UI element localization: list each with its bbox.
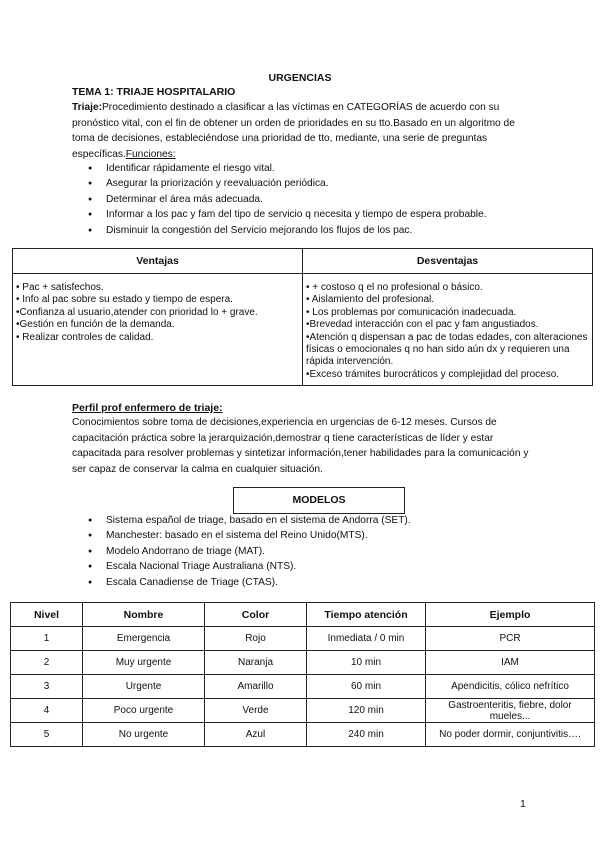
triage-definition-text: Procedimiento destinado a clasificar a las víctimas en CATEGORÍAS de acuerdo con su pronóstico vital, con el fin de obtener un orden de prioridades en su tto.Basado en un algoritmo de toma de decisiones, estableciéndose una prioridad de tto, mediante, una serie de preguntas específicas. bbox=[72, 102, 515, 160]
list-item: ● Identificar rápidamente el riesgo vital. bbox=[88, 161, 487, 176]
table-cell: IAM bbox=[426, 651, 595, 675]
topic-heading: TEMA 1: TRIAJE HOSPITALARIO bbox=[72, 86, 236, 98]
table-cell: Apendicitis, cólico nefrítico bbox=[426, 675, 595, 699]
profile-text: Conocimientos sobre toma de decisiones,experiencia en urgencias de 6-12 meses. Cursos de capacitación práctica sobre la jerarquización,demostrar q tiene características de líder y estar capacitada para resolver problemas y sintetizar información,tener habilidades para la comunicación y ser capaz de conservar la calma en cualquier situación. bbox=[72, 417, 529, 475]
table-cell: No urgente bbox=[83, 723, 205, 747]
list-item: ● Modelo Andorrano de triage (MAT). bbox=[88, 544, 411, 559]
table-row bbox=[11, 627, 595, 651]
list-item: ● Escala Nacional Triage Australiana (NTS). bbox=[88, 559, 411, 574]
disadvantage-item: • + costoso q el no profesional o básico. bbox=[306, 282, 483, 293]
disadvantages-header: Desventajas bbox=[303, 249, 593, 274]
column-header: Ejemplo bbox=[426, 603, 595, 627]
disadvantage-item: •Atención q dispensan a pac de todas edades, con alteraciones físicas o emocionales q no han sido aún dx y requieren una rápida intervención. bbox=[306, 331, 588, 368]
table-cell: Urgente bbox=[83, 675, 205, 699]
table-cell: 1 bbox=[11, 627, 83, 651]
table-cell: 2 bbox=[11, 651, 83, 675]
table-cell: 240 min bbox=[307, 723, 426, 747]
table-cell: Naranja bbox=[205, 651, 307, 675]
document-title: URGENCIAS bbox=[268, 72, 332, 84]
triage-levels-table bbox=[10, 602, 595, 747]
pros-cons-table bbox=[12, 248, 593, 386]
disadvantage-item: •Brevedad interacción con el pac y fam angustiados. bbox=[306, 319, 539, 331]
advantage-item: • Info al pac sobre su estado y tiempo de espera. bbox=[16, 294, 233, 306]
table-cell: Gastroenteritis, fiebre, dolor mueles... bbox=[426, 699, 595, 723]
table-cell: Emergencia bbox=[83, 627, 205, 651]
advantages-cell bbox=[13, 274, 303, 386]
list-item: ● Disminuir la congestión del Servicio mejorando los flujos de los pac. bbox=[88, 223, 487, 238]
table-row bbox=[11, 699, 595, 723]
table-cell: 5 bbox=[11, 723, 83, 747]
list-item: ● Asegurar la priorización y reevaluación periódica. bbox=[88, 176, 487, 191]
table-header-row bbox=[11, 603, 595, 627]
table-cell: 3 bbox=[11, 675, 83, 699]
functions-list bbox=[88, 161, 487, 238]
table-cell: No poder dormir, conjuntivitis…. bbox=[426, 723, 595, 747]
table-row bbox=[11, 651, 595, 675]
models-heading: MODELOS bbox=[233, 487, 405, 514]
list-item: ● Escala Canadiense de Triage (CTAS). bbox=[88, 575, 411, 590]
list-item: ● Determinar el área más adecuada. bbox=[88, 192, 487, 207]
column-header: Nombre bbox=[83, 603, 205, 627]
triage-term: Triaje: bbox=[72, 102, 103, 113]
column-header: Tiempo atención bbox=[307, 603, 426, 627]
column-header: Color bbox=[205, 603, 307, 627]
table-cell: Muy urgente bbox=[83, 651, 205, 675]
table-cell: Inmediata / 0 min bbox=[307, 627, 426, 651]
disadvantage-item: • Aislamiento del profesional. bbox=[306, 294, 435, 306]
table-row bbox=[11, 675, 595, 699]
disadvantage-item: •Exceso trámites burocráticos y complejidad del proceso. bbox=[306, 368, 560, 380]
advantage-item: • Pac + satisfechos. bbox=[16, 282, 104, 293]
table-cell: Poco urgente bbox=[83, 699, 205, 723]
triage-definition bbox=[72, 100, 532, 162]
advantage-item: • Realizar controles de calidad. bbox=[16, 331, 154, 343]
table-cell: 60 min bbox=[307, 675, 426, 699]
list-item: ● Sistema español de triage, basado en el sistema de Andorra (SET). bbox=[88, 513, 411, 528]
table-cell: 4 bbox=[11, 699, 83, 723]
disadvantages-cell bbox=[303, 274, 593, 386]
profile-heading: Perfil prof enfermero de triaje: bbox=[72, 402, 223, 414]
functions-label: Funciones: bbox=[125, 148, 176, 160]
table-cell: 120 min bbox=[307, 699, 426, 723]
advantages-header: Ventajas bbox=[13, 249, 303, 274]
table-cell: Amarillo bbox=[205, 675, 307, 699]
list-item: ● Informar a los pac y fam del tipo de servicio q necesita y tiempo de espera probable. bbox=[88, 207, 487, 222]
advantage-item: •Confianza al usuario,atender con prioridad lo + grave. bbox=[16, 306, 258, 318]
page-number: 1 bbox=[520, 798, 526, 810]
models-list bbox=[88, 513, 411, 590]
table-cell: Rojo bbox=[205, 627, 307, 651]
advantage-item: •Gestión en función de la demanda. bbox=[16, 319, 175, 331]
disadvantage-item: • Los problemas por comunicación inadecuada. bbox=[306, 306, 517, 318]
table-cell: Verde bbox=[205, 699, 307, 723]
list-item: ● Manchester: basado en el sistema del Reino Unido(MTS). bbox=[88, 528, 411, 543]
table-cell: PCR bbox=[426, 627, 595, 651]
table-row bbox=[11, 723, 595, 747]
column-header: Nivel bbox=[11, 603, 83, 627]
table-cell: Azul bbox=[205, 723, 307, 747]
table-cell: 10 min bbox=[307, 651, 426, 675]
